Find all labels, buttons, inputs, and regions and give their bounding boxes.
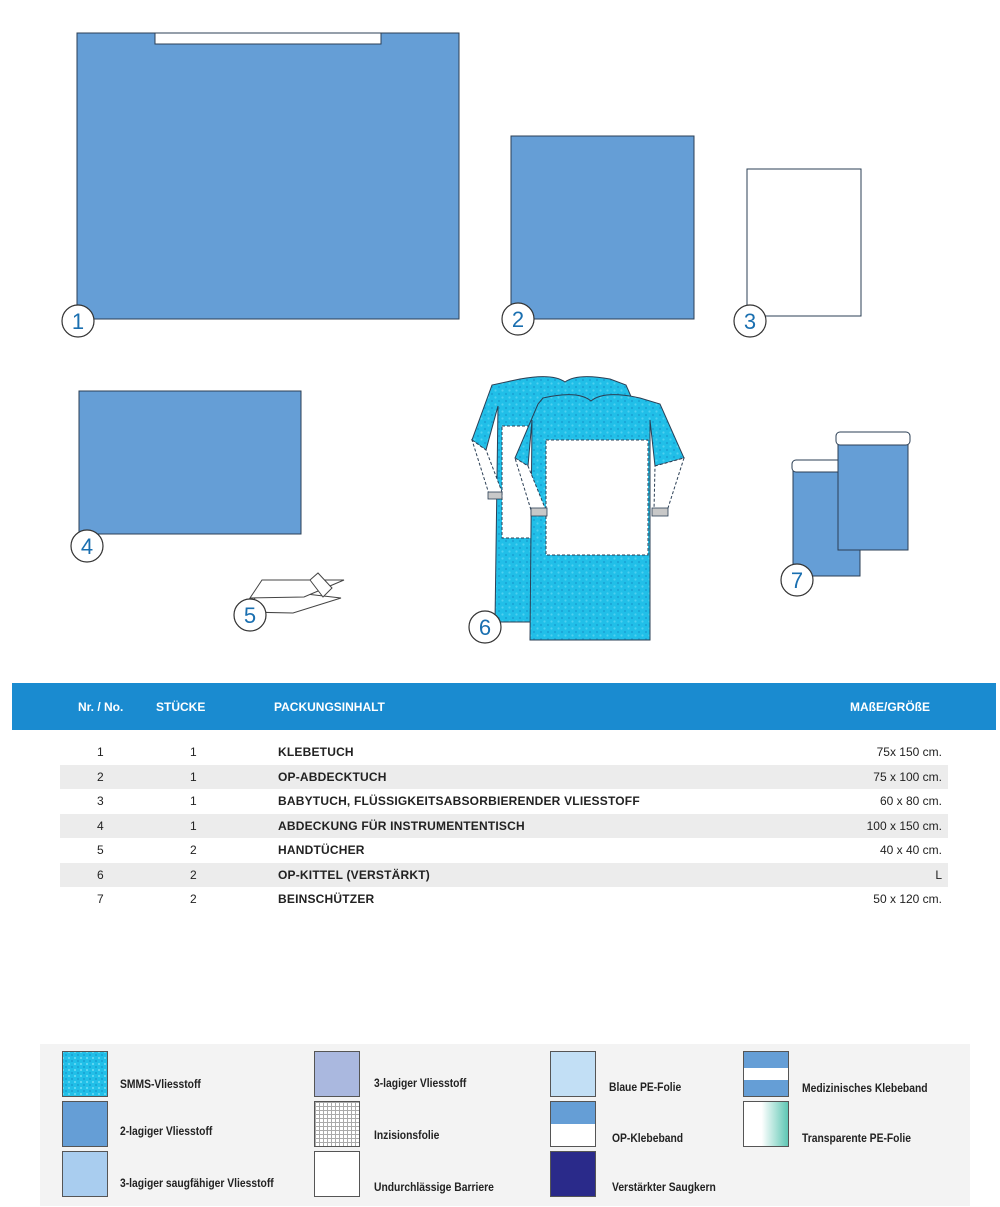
cell-inhalt: KLEBETUCH: [278, 745, 354, 759]
legend-label-saugkern: Verstärkter Saugkern: [612, 1180, 716, 1194]
table-row: [60, 814, 948, 839]
legend-label-2-lagig: 2-lagiger Vliesstoff: [120, 1124, 213, 1138]
callout-1: [62, 305, 94, 337]
table-row: [60, 740, 948, 765]
cell-stuecke: 1: [190, 769, 197, 784]
legend-swatch-op-klebeband: [550, 1101, 596, 1147]
callout-7-number: 7: [790, 568, 804, 593]
callout-5: [234, 599, 266, 631]
cell-stuecke: 2: [190, 843, 197, 857]
legend-swatch-smms: [62, 1051, 108, 1097]
item-1-klebetuch: [77, 33, 459, 319]
cell-nr: 1: [97, 745, 104, 759]
table-header: [12, 683, 996, 730]
cell-masse: L: [935, 867, 942, 882]
cell-inhalt: OP-ABDECKTUCH: [278, 769, 387, 784]
cell-masse: 60 x 80 cm.: [879, 794, 942, 808]
legend-swatch-saugkern: [550, 1151, 596, 1197]
table-row: [60, 838, 948, 863]
cell-masse: 75 x 100 cm.: [873, 769, 942, 784]
legend-label-op-klebeband: OP-Klebeband: [612, 1131, 684, 1145]
header-masse: MAßE/GRÖßE: [850, 700, 930, 714]
header-nr: Nr. / No.: [78, 700, 124, 714]
cell-inhalt: HANDTÜCHER: [278, 843, 365, 857]
callout-2: [502, 303, 534, 335]
legend-swatch-3-lagig: [314, 1051, 360, 1097]
cell-masse: 75x 150 cm.: [876, 745, 942, 759]
callout-6-number: 6: [478, 615, 492, 640]
cell-inhalt: OP-KITTEL (VERSTÄRKT): [278, 867, 430, 882]
table-row: [60, 887, 948, 912]
item-4-instrumententisch: [79, 391, 301, 534]
cell-masse: 50 x 120 cm.: [873, 892, 942, 906]
cell-nr: 7: [97, 892, 104, 906]
cell-nr: 2: [97, 769, 104, 784]
callout-1-number: 1: [71, 309, 85, 334]
legend-swatch-3-lagig-saugfaehig: [62, 1151, 108, 1197]
legend-label-smms: SMMS-Vliesstoff: [120, 1077, 201, 1091]
legend-swatch-med-klebeband: [743, 1051, 789, 1097]
legend-label-med-klebeband: Medizinisches Klebeband: [802, 1081, 928, 1095]
cell-nr: 4: [97, 818, 104, 833]
callout-3: [734, 305, 766, 337]
item-3-babytuch: [747, 169, 861, 316]
cell-stuecke: 1: [190, 745, 197, 759]
legend-label-transparente-pe: Transparente PE-Folie: [802, 1131, 911, 1145]
legend-swatch-inzisionsfolie: [314, 1101, 360, 1147]
cell-nr: 5: [97, 843, 104, 857]
cell-masse: 100 x 150 cm.: [866, 818, 942, 833]
cell-stuecke: 2: [190, 867, 197, 882]
item-6-op-kittel-front: [515, 395, 684, 640]
legend-label-3-lagig: 3-lagiger Vliesstoff: [374, 1076, 467, 1090]
legend-label-undurchlaessig: Undurchlässige Barriere: [374, 1180, 494, 1194]
legend-label-inzisionsfolie: Inzisionsfolie: [374, 1128, 440, 1142]
header-inhalt: PACKUNGSINHALT: [274, 700, 385, 714]
cell-inhalt: BEINSCHÜTZER: [278, 892, 375, 906]
cell-nr: 6: [97, 867, 104, 882]
callout-4: [71, 530, 103, 562]
cell-inhalt: BABYTUCH, FLÜSSIGKEITSABSORBIERENDER VLIESSTOFF: [278, 794, 640, 808]
header-stuecke: STÜCKE: [156, 700, 206, 714]
legend-label-blaue-pe-folie: Blaue PE-Folie: [609, 1080, 682, 1094]
callout-5-number: 5: [243, 603, 257, 628]
callout-6: [469, 611, 501, 643]
legend-label-3-lagig-saugfaehig: 3-lagiger saugfähiger Vliesstoff: [120, 1176, 274, 1190]
item-7-beinschuetzer: [792, 432, 910, 576]
legend-swatch-undurchlaessig: [314, 1151, 360, 1197]
material-legend: [40, 1044, 970, 1206]
legend-swatch-blaue-pe-folie: [550, 1051, 596, 1097]
cell-stuecke: 2: [190, 892, 197, 906]
contents-table: [60, 740, 948, 912]
callout-4-number: 4: [80, 534, 94, 559]
callout-2-number: 2: [511, 307, 525, 332]
cell-masse: 40 x 40 cm.: [879, 843, 942, 857]
item-2-op-abdecktuch: [511, 136, 694, 319]
legend-swatch-transparente-pe: [743, 1101, 789, 1147]
cell-nr: 3: [97, 794, 104, 808]
table-row: [60, 789, 948, 814]
cell-stuecke: 1: [190, 818, 197, 833]
cell-stuecke: 1: [190, 794, 197, 808]
table-row: [60, 863, 948, 888]
callout-3-number: 3: [743, 309, 757, 334]
legend-swatch-2-lagig: [62, 1101, 108, 1147]
table-row: [60, 765, 948, 790]
cell-inhalt: ABDECKUNG FÜR INSTRUMENTENTISCH: [278, 818, 525, 833]
callout-7: [781, 564, 813, 596]
